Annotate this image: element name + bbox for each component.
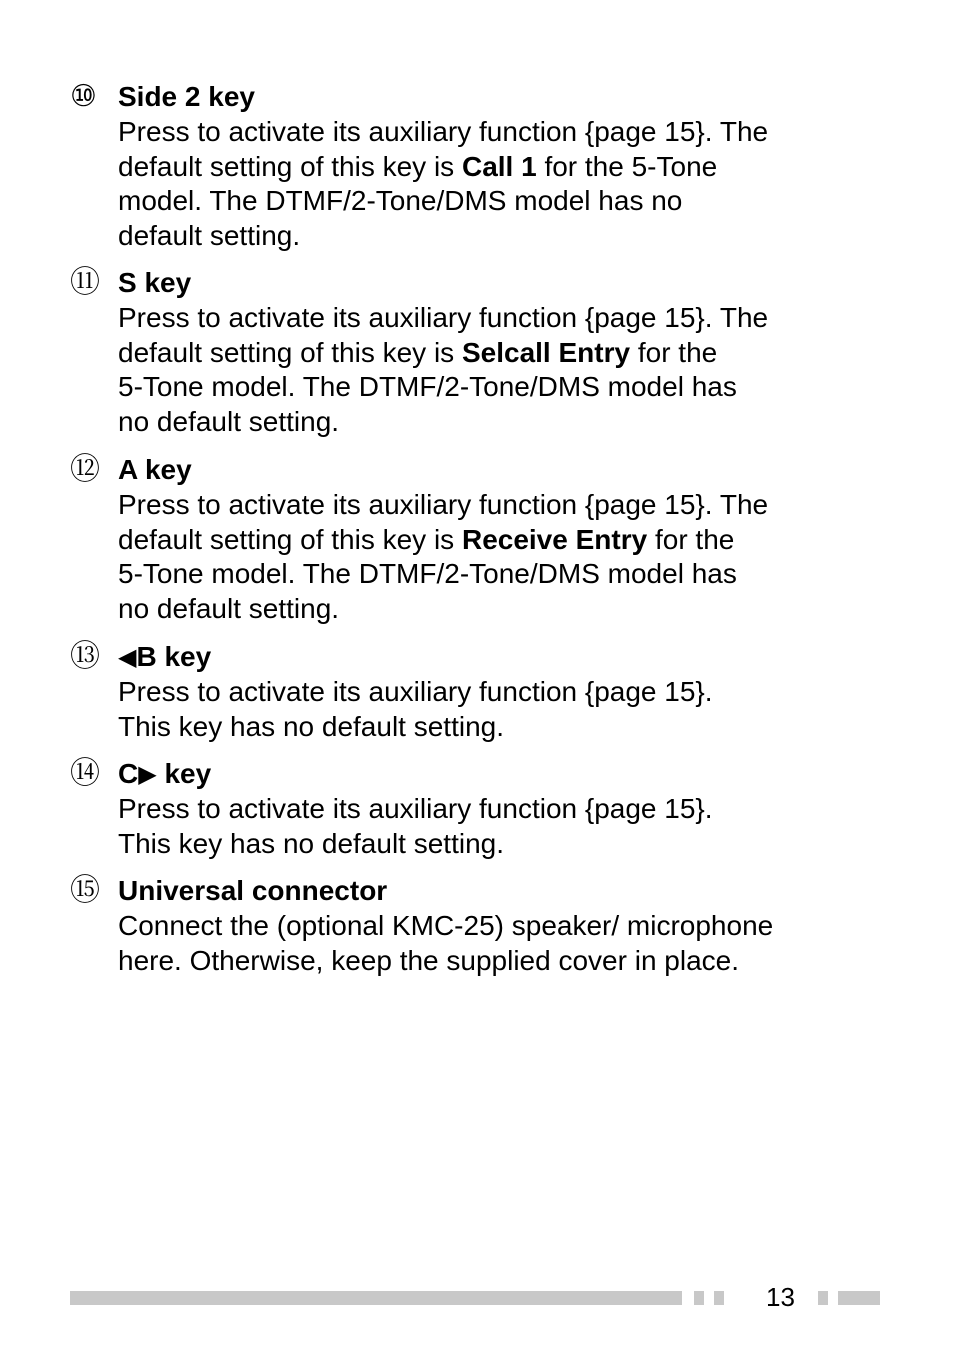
item-title bbox=[118, 757, 211, 792]
section-item bbox=[70, 757, 890, 867]
item-title: Universal connector bbox=[118, 875, 388, 906]
title-suffix: key bbox=[156, 758, 212, 789]
item-title: S key bbox=[118, 267, 192, 298]
item-title: Side 2 key bbox=[118, 81, 255, 112]
item-title bbox=[118, 640, 211, 675]
title-suffix: B key bbox=[136, 641, 212, 672]
item-number: ⑬ bbox=[70, 640, 100, 673]
description-line: Press to activate its auxiliary function {page 15}. bbox=[118, 676, 713, 707]
description-line: Press to activate its auxiliary function {page 15}. The bbox=[118, 302, 769, 333]
item-number: ⑮ bbox=[70, 874, 100, 907]
left-arrow-icon: ◀ bbox=[118, 644, 137, 671]
default-setting-value: Call 1 bbox=[461, 150, 537, 182]
description-line: here. Otherwise, keep the supplied cover in place. bbox=[118, 944, 740, 976]
section-item bbox=[70, 874, 890, 984]
footer-block bbox=[714, 1291, 724, 1305]
footer-block bbox=[694, 1291, 704, 1305]
footer-block bbox=[818, 1291, 828, 1305]
description-line: no default setting. bbox=[118, 593, 340, 625]
description-line: default setting. bbox=[118, 220, 301, 252]
item-title: A key bbox=[118, 454, 192, 485]
section-item bbox=[70, 453, 890, 628]
item-description bbox=[118, 792, 713, 861]
page-number: 13 bbox=[766, 1282, 795, 1312]
item-description bbox=[118, 675, 713, 744]
description-line: 5-Tone model. The DTMF/2-Tone/DMS model has bbox=[118, 371, 737, 403]
description-line: Connect the (optional KMC-25) speaker/ microphone bbox=[118, 910, 774, 941]
default-setting-value: Selcall Entry bbox=[461, 336, 631, 368]
footer-end-bar bbox=[838, 1291, 880, 1305]
item-description bbox=[118, 115, 768, 254]
description-line: model. The DTMF/2-Tone/DMS model has no bbox=[118, 185, 683, 217]
default-setting-value: Receive Entry bbox=[461, 523, 648, 555]
item-description bbox=[118, 301, 768, 440]
footer-divider-bar bbox=[70, 1291, 682, 1305]
title-prefix: C bbox=[118, 758, 139, 789]
section-item bbox=[70, 640, 890, 750]
section-item bbox=[70, 266, 890, 441]
section-item bbox=[70, 80, 890, 255]
item-number: ⑫ bbox=[70, 453, 100, 486]
description-line: no default setting. bbox=[118, 406, 340, 438]
item-number: ⑪ bbox=[70, 266, 100, 299]
description-line: Press to activate its auxiliary function {page 15}. bbox=[118, 793, 713, 824]
description-line: default setting of this key is Call 1 for the 5-Tone bbox=[118, 150, 718, 182]
item-number: ⑭ bbox=[70, 757, 100, 790]
description-line: This key has no default setting. bbox=[118, 827, 504, 859]
description-line: Press to activate its auxiliary function {page 15}. The bbox=[118, 116, 769, 147]
right-arrow-icon: ▶ bbox=[138, 761, 157, 788]
description-line: Press to activate its auxiliary function {page 15}. The bbox=[118, 489, 769, 520]
item-description bbox=[118, 488, 768, 627]
item-number: ⑩ bbox=[70, 80, 97, 113]
item-description bbox=[118, 909, 773, 978]
description-line: default setting of this key is Selcall Entry for the bbox=[118, 336, 718, 368]
description-line: This key has no default setting. bbox=[118, 710, 504, 742]
description-line: default setting of this key is Receive Entry for the bbox=[118, 523, 735, 555]
description-line: 5-Tone model. The DTMF/2-Tone/DMS model has bbox=[118, 558, 737, 590]
